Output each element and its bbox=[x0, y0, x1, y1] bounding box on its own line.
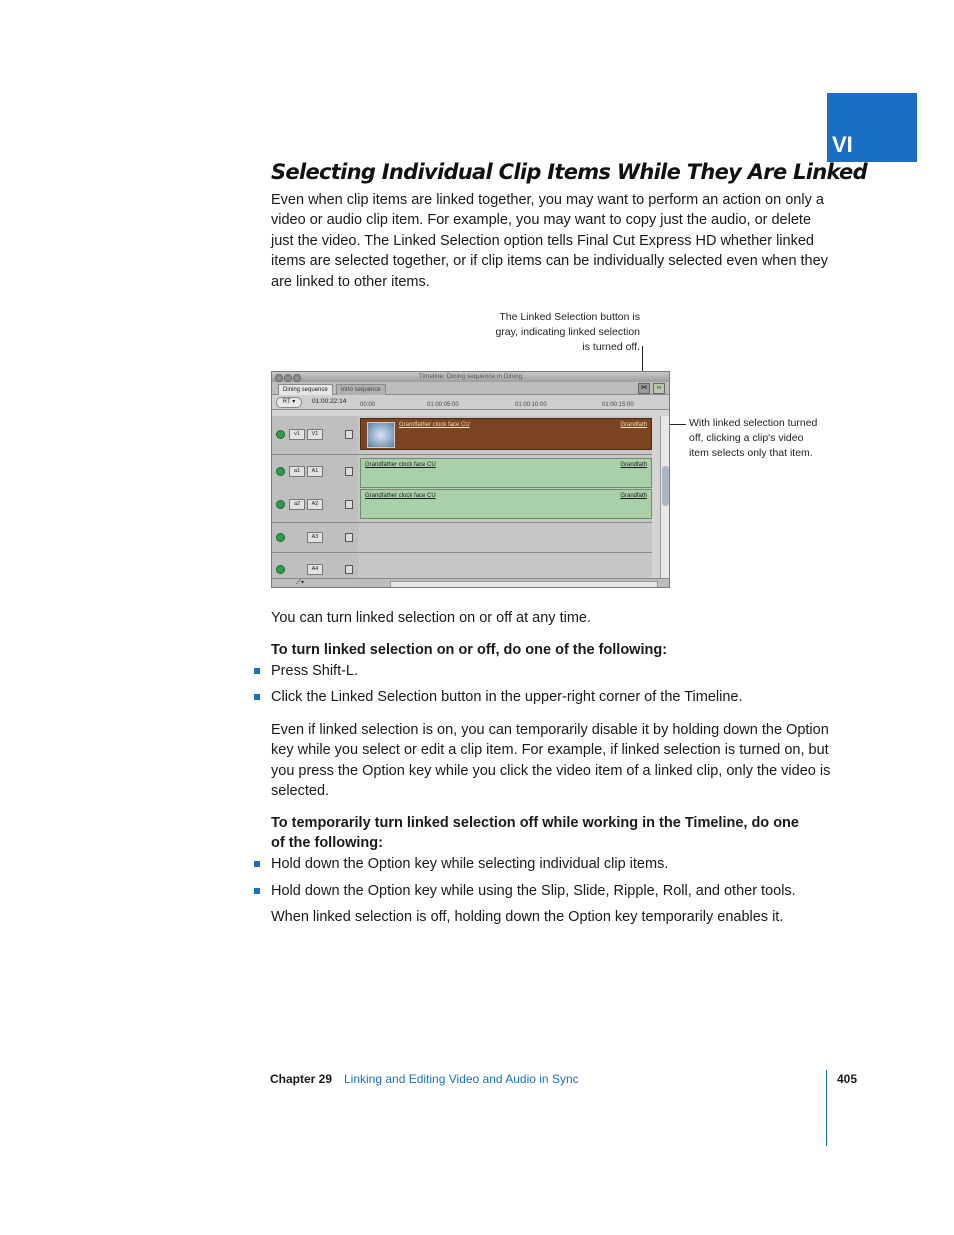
intro-paragraph: Even when clip items are linked together, you may want to perform an action on only a video or audio clip item. For example, you may want to copy just the audio, or delete just the video. The Linked Selection option tells Final Cut Express HD whether linked items are selected together, or if clip items can be individually selected even when they are linked to other items. bbox=[271, 192, 828, 290]
callout-linked-selection-button: The Linked Selection button is gray, indicating linked selection is turned off. bbox=[495, 311, 640, 353]
rt-label: RT bbox=[282, 399, 291, 405]
clip-name-end: Grandfath bbox=[620, 462, 647, 468]
section-tab bbox=[827, 93, 917, 162]
dest-patch-a4[interactable]: A4 bbox=[307, 564, 323, 575]
list-item-text: Press Shift-L. bbox=[271, 663, 359, 679]
closing-paragraph: When linked selection is off, holding down the Option key temporarily enables it. bbox=[271, 909, 784, 925]
track-controls bbox=[272, 416, 358, 578]
snapping-button[interactable] bbox=[638, 383, 650, 394]
tab-intro-sequence[interactable]: Intro sequence bbox=[336, 384, 386, 395]
footer-divider bbox=[826, 1070, 827, 1146]
callout-linked-selection-off: With linked selection turned off, clicking a clip's video item selects only that item. bbox=[689, 417, 818, 459]
clip-thumbnail bbox=[367, 422, 395, 448]
track-lock-icon[interactable] bbox=[345, 533, 353, 542]
ruler-tick: 01:00:10:00 bbox=[515, 402, 547, 408]
list-item-text: Click the Linked Selection button in the upper-right corner of the Timeline. bbox=[271, 689, 743, 705]
clip-name: Grandfather clock face CU bbox=[399, 422, 470, 428]
timeline-titlebar bbox=[272, 372, 669, 382]
scroll-thumb[interactable] bbox=[662, 466, 669, 506]
ruler-tick: 01:00:05:00 bbox=[427, 402, 459, 408]
clip-name: Grandfather clock face CU bbox=[365, 493, 436, 499]
page-number: 405 bbox=[837, 1072, 858, 1086]
dest-patch-a3[interactable]: A3 bbox=[307, 532, 323, 543]
section-heading: Selecting Individual Clip Items While They Are Linked bbox=[271, 160, 867, 184]
tab-dining-sequence[interactable]: Dining sequence bbox=[278, 384, 333, 395]
source-patch-a2[interactable]: a2 bbox=[289, 499, 305, 510]
video-clip-item[interactable] bbox=[360, 418, 652, 450]
track-height-icon[interactable]: ⟋▾ bbox=[296, 579, 305, 586]
clip-name: Grandfather clock face CU bbox=[365, 462, 436, 468]
footer-chapter-title: Linking and Editing Video and Audio in Sync bbox=[344, 1072, 579, 1086]
section-tab-label: VI bbox=[832, 132, 853, 157]
task-heading-temporary: To temporarily turn linked selection off while working in the Timeline, do one of the following: bbox=[271, 815, 799, 852]
track-lock-icon[interactable] bbox=[345, 467, 353, 476]
dest-patch-a1[interactable]: A1 bbox=[307, 466, 323, 477]
audio-enable-icon[interactable] bbox=[276, 533, 285, 542]
clip-name-end: Grandfath bbox=[620, 493, 647, 499]
ruler-tick: 01:00:15:00 bbox=[602, 402, 634, 408]
list-item-text: Hold down the Option key while using the Slip, Slide, Ripple, Roll, and other tools. bbox=[271, 883, 796, 899]
audio-enable-icon[interactable] bbox=[276, 565, 285, 574]
snapping-icon: ⋈ bbox=[641, 385, 647, 391]
clip-name-end: Grandfath bbox=[620, 422, 647, 428]
linked-selection-button[interactable] bbox=[653, 383, 665, 394]
source-patch-a1[interactable]: a1 bbox=[289, 466, 305, 477]
audio-clip-item-a1[interactable] bbox=[360, 458, 652, 488]
track-divider bbox=[272, 552, 652, 553]
audio-enable-icon[interactable] bbox=[276, 467, 285, 476]
dest-patch-a2[interactable]: A2 bbox=[307, 499, 323, 510]
audio-clip-item-a2[interactable] bbox=[360, 489, 652, 519]
track-lock-icon[interactable] bbox=[345, 500, 353, 509]
bullet-icon bbox=[254, 861, 260, 867]
bullet-icon bbox=[254, 694, 260, 700]
task-heading-toggle: To turn linked selection on or off, do one of the following: bbox=[271, 642, 668, 658]
track-divider bbox=[272, 454, 652, 455]
timeline-ruler bbox=[272, 395, 669, 410]
bullet-icon bbox=[254, 668, 260, 674]
timeline-bottom-bar bbox=[272, 578, 669, 588]
horizontal-scrollbar[interactable] bbox=[390, 581, 658, 588]
source-patch-v1[interactable]: v1 bbox=[289, 429, 305, 440]
dest-patch-v1[interactable]: V1 bbox=[307, 429, 323, 440]
timeline-title: Timeline: Dining sequence in Dining bbox=[418, 373, 523, 380]
track-lock-icon[interactable] bbox=[345, 430, 353, 439]
bullet-icon bbox=[254, 888, 260, 894]
rt-menu[interactable]: RT ▾ bbox=[276, 397, 302, 408]
audio-enable-icon[interactable] bbox=[276, 500, 285, 509]
sequence-tabs bbox=[272, 382, 669, 395]
track-lock-icon[interactable] bbox=[345, 565, 353, 574]
footer-chapter: Chapter 29 bbox=[270, 1072, 333, 1086]
ruler-tick: 00:00 bbox=[360, 402, 376, 408]
track-divider bbox=[272, 522, 652, 523]
track-visibility-icon[interactable] bbox=[276, 430, 285, 439]
timeline-window bbox=[271, 371, 670, 588]
middle-paragraph: Even if linked selection is on, you can temporarily disable it by holding down the Option key while you select or edit a clip item. For example, if linked selection is turned on, but you press the Option key while you click the video item of a linked clip, only the video is selected. bbox=[271, 722, 831, 800]
current-timecode[interactable]: 01:00:22:14 bbox=[312, 398, 347, 405]
after-figure-text: You can turn linked selection on or off at any time. bbox=[271, 610, 592, 626]
link-icon: ∞ bbox=[656, 385, 662, 391]
list-item-text: Hold down the Option key while selecting individual clip items. bbox=[271, 856, 669, 872]
vertical-scrollbar[interactable] bbox=[660, 416, 670, 578]
